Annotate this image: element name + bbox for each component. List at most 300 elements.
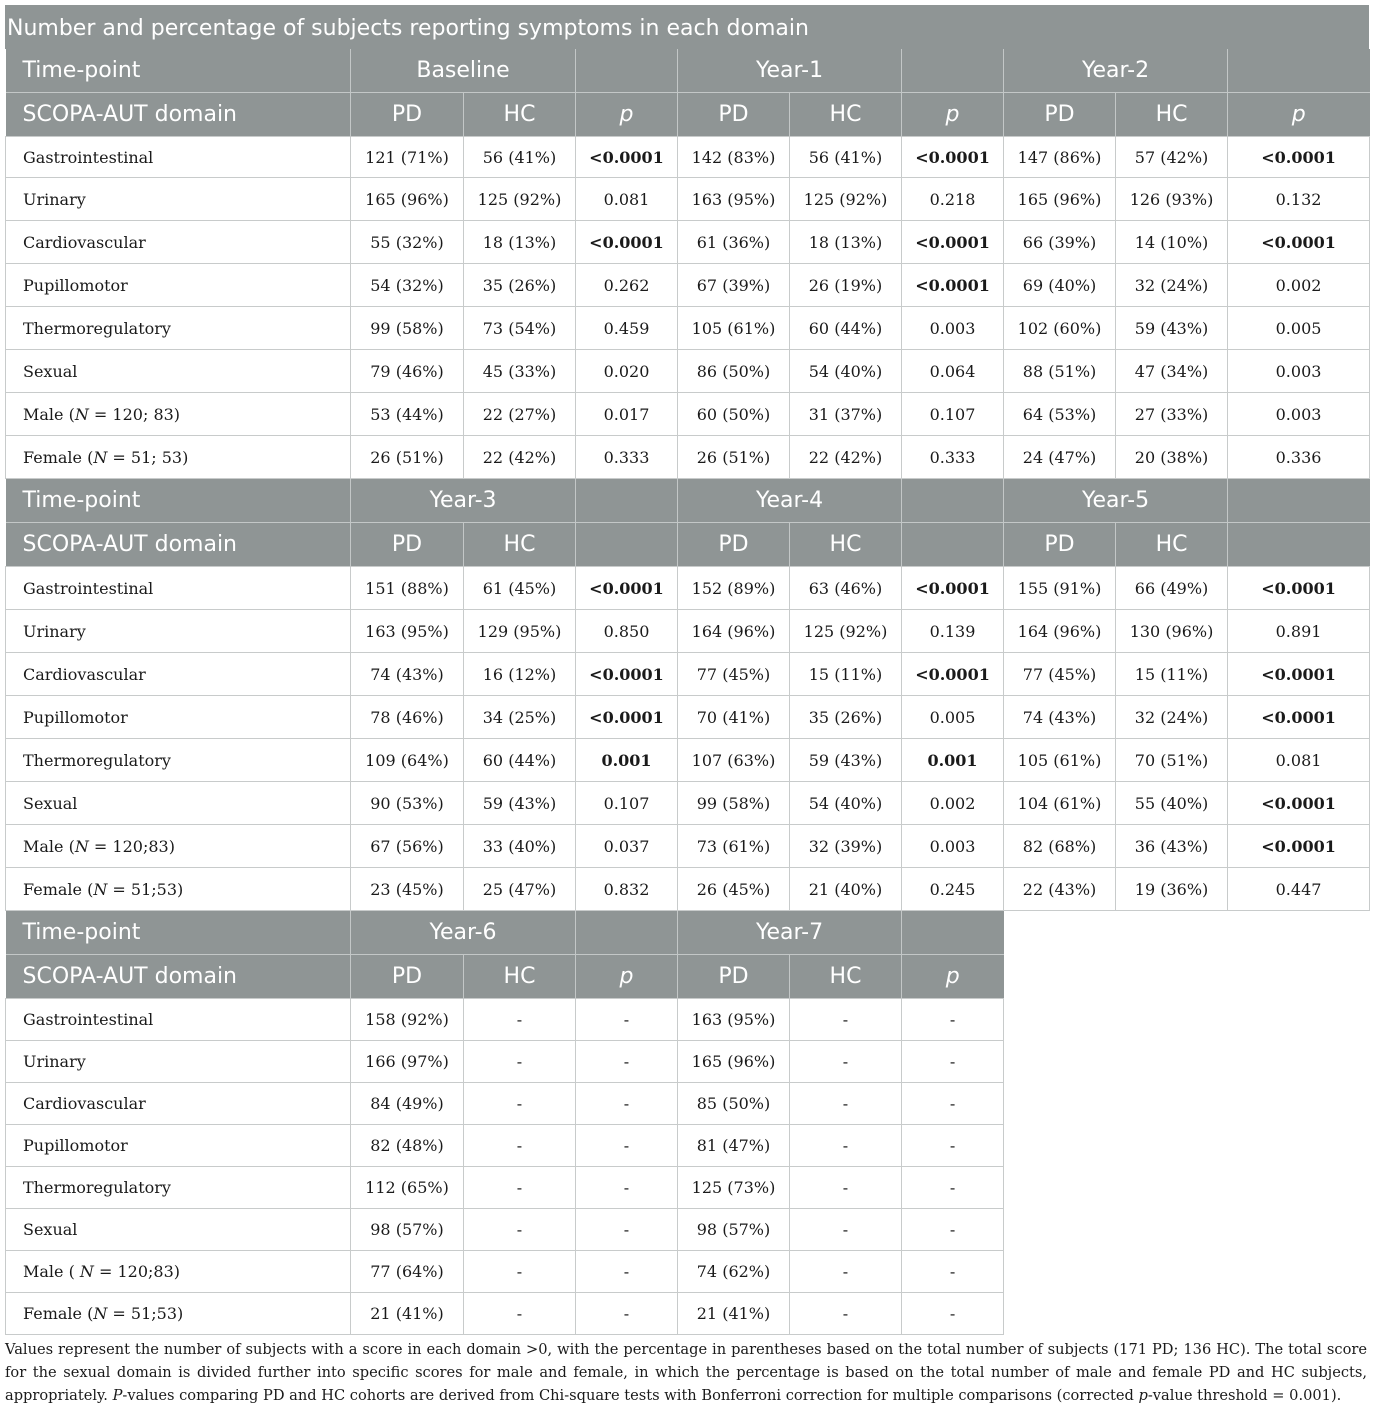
pd-cell: 98 (57%): [351, 1209, 464, 1251]
row-label: [6, 868, 351, 911]
pd-cell: 82 (68%): [1004, 825, 1116, 868]
timepoint-spacer: [1228, 49, 1370, 93]
row-label-n: N: [74, 404, 89, 424]
hc-cell: 32 (39%): [790, 825, 902, 868]
row-label: Urinary: [6, 178, 351, 221]
pd-cell: 64 (53%): [1004, 393, 1116, 436]
hc-cell: 32 (24%): [1116, 696, 1228, 739]
p-value-cell: <0.0001: [1228, 653, 1370, 696]
hc-cell: 22 (27%): [464, 393, 576, 436]
p-value-cell: 0.218: [902, 178, 1004, 221]
p-column-header: p: [1228, 93, 1370, 137]
pd-cell: 78 (46%): [351, 696, 464, 739]
hc-cell: 61 (45%): [464, 567, 576, 610]
p-value-cell: <0.0001: [902, 137, 1004, 178]
empty-cell: [1116, 1083, 1228, 1125]
empty-cell: [1004, 1125, 1116, 1167]
empty-cell: [1004, 1083, 1116, 1125]
pd-column-header: PD: [351, 523, 464, 567]
hc-cell: 130 (96%): [1116, 610, 1228, 653]
table-row: [6, 264, 1370, 307]
row-label-n: N: [93, 447, 108, 467]
hc-cell: 33 (40%): [464, 825, 576, 868]
row-label: Gastrointestinal: [6, 999, 351, 1041]
timepoint-spacer: [902, 479, 1004, 523]
data-table: [5, 49, 1370, 1335]
hc-cell: 59 (43%): [790, 739, 902, 782]
table-row: [6, 221, 1370, 264]
hc-cell: -: [790, 1293, 902, 1335]
empty-cell: [1004, 1167, 1116, 1209]
empty-cell: [1116, 1293, 1228, 1335]
p-value-cell: -: [902, 999, 1004, 1041]
pd-cell: 125 (73%): [678, 1167, 790, 1209]
hc-cell: 125 (92%): [790, 610, 902, 653]
timepoint-header-row: [6, 911, 1370, 955]
hc-cell: 31 (37%): [790, 393, 902, 436]
p-column-header: [902, 523, 1004, 567]
pd-cell: 53 (44%): [351, 393, 464, 436]
table-footnote: [5, 1338, 1367, 1407]
empty-cell: [1228, 911, 1370, 955]
hc-cell: 18 (13%): [790, 221, 902, 264]
empty-cell: [1004, 999, 1116, 1041]
hc-cell: 32 (24%): [1116, 264, 1228, 307]
empty-cell: [1116, 1041, 1228, 1083]
p-value-cell: 0.017: [576, 393, 678, 436]
pd-cell: 152 (89%): [678, 567, 790, 610]
p-value-cell: 0.001: [576, 739, 678, 782]
hc-cell: -: [464, 1125, 576, 1167]
row-label: Cardiovascular: [6, 221, 351, 264]
table-row: [6, 1041, 1370, 1083]
hc-cell: 22 (42%): [790, 436, 902, 479]
footnote-p-italic-2: p: [1138, 1387, 1148, 1404]
empty-cell: [1116, 1209, 1228, 1251]
table-body: [6, 49, 1370, 1335]
table-row: [6, 567, 1370, 610]
timepoint-heading: Year-2: [1004, 49, 1228, 93]
pd-cell: 165 (96%): [1004, 178, 1116, 221]
row-label-prefix: Male (: [23, 1262, 80, 1281]
row-label-prefix: Male (: [23, 404, 75, 424]
pd-cell: 85 (50%): [678, 1083, 790, 1125]
row-label-n: N: [93, 1304, 108, 1323]
hc-cell: 54 (40%): [790, 350, 902, 393]
p-value-cell: 0.081: [1228, 739, 1370, 782]
pd-cell: 102 (60%): [1004, 307, 1116, 350]
p-value-cell: 0.001: [902, 739, 1004, 782]
p-value-cell: -: [902, 1125, 1004, 1167]
row-label-suffix: = 120;83): [88, 836, 175, 856]
table-row: [6, 178, 1370, 221]
table-row: [6, 1251, 1370, 1293]
timepoint-header-row: [6, 479, 1370, 523]
pd-cell: 107 (63%): [678, 739, 790, 782]
hc-column-header: HC: [1116, 93, 1228, 137]
p-value-cell: -: [576, 999, 678, 1041]
row-label: Pupillomotor: [6, 264, 351, 307]
p-value-cell: <0.0001: [576, 137, 678, 178]
hc-cell: 59 (43%): [1116, 307, 1228, 350]
pd-cell: 99 (58%): [678, 782, 790, 825]
p-column-header: p: [576, 955, 678, 999]
hc-cell: 18 (13%): [464, 221, 576, 264]
hc-cell: -: [464, 1083, 576, 1125]
hc-cell: 125 (92%): [790, 178, 902, 221]
p-value-cell: 0.832: [576, 868, 678, 911]
row-label-n: N: [93, 879, 108, 899]
p-column-header: [1228, 523, 1370, 567]
p-value-cell: 0.003: [1228, 393, 1370, 436]
table-row: [6, 307, 1370, 350]
timepoint-spacer: [902, 911, 1004, 955]
row-label: [6, 1251, 351, 1293]
pd-cell: 105 (61%): [678, 307, 790, 350]
pd-cell: 163 (95%): [678, 999, 790, 1041]
p-value-cell: -: [576, 1125, 678, 1167]
p-value-cell: 0.245: [902, 868, 1004, 911]
pd-cell: 81 (47%): [678, 1125, 790, 1167]
pd-cell: 163 (95%): [351, 610, 464, 653]
row-label-prefix: Female (: [23, 1304, 94, 1323]
table-row: [6, 436, 1370, 479]
pd-cell: 61 (36%): [678, 221, 790, 264]
timepoint-heading: Year-5: [1004, 479, 1228, 523]
pd-cell: 26 (51%): [351, 436, 464, 479]
empty-cell: [1004, 911, 1116, 955]
p-value-cell: 0.447: [1228, 868, 1370, 911]
p-value-cell: <0.0001: [576, 696, 678, 739]
timepoint-spacer: [902, 49, 1004, 93]
empty-cell: [1228, 1083, 1370, 1125]
hc-column-header: HC: [464, 523, 576, 567]
pd-cell: 74 (62%): [678, 1251, 790, 1293]
empty-cell: [1228, 955, 1370, 999]
pd-cell: 55 (32%): [351, 221, 464, 264]
pd-cell: 77 (45%): [1004, 653, 1116, 696]
timepoint-label: Time-point: [6, 911, 351, 955]
timepoint-spacer: [1228, 479, 1370, 523]
empty-cell: [1116, 999, 1228, 1041]
hc-cell: -: [790, 1167, 902, 1209]
p-value-cell: 0.850: [576, 610, 678, 653]
empty-cell: [1228, 1209, 1370, 1251]
hc-cell: 45 (33%): [464, 350, 576, 393]
hc-cell: 47 (34%): [1116, 350, 1228, 393]
p-value-cell: <0.0001: [1228, 137, 1370, 178]
empty-cell: [1004, 1209, 1116, 1251]
pd-cell: 164 (96%): [678, 610, 790, 653]
hc-cell: 15 (11%): [1116, 653, 1228, 696]
pd-cell: 84 (49%): [351, 1083, 464, 1125]
empty-cell: [1004, 955, 1116, 999]
table-row: [6, 1125, 1370, 1167]
timepoint-header-row: [6, 49, 1370, 93]
p-value-cell: 0.020: [576, 350, 678, 393]
p-value-cell: <0.0001: [902, 264, 1004, 307]
hc-column-header: HC: [790, 523, 902, 567]
p-column-header: p: [576, 93, 678, 137]
footnote-text-3: -value threshold = 0.001).: [1147, 1387, 1342, 1404]
row-label-prefix: Male (: [23, 836, 75, 856]
hc-cell: 35 (26%): [464, 264, 576, 307]
p-value-cell: 0.003: [1228, 350, 1370, 393]
hc-column-header: HC: [464, 955, 576, 999]
pd-cell: 74 (43%): [351, 653, 464, 696]
hc-cell: -: [790, 999, 902, 1041]
pd-cell: 66 (39%): [1004, 221, 1116, 264]
hc-cell: -: [464, 999, 576, 1041]
pd-cell: 54 (32%): [351, 264, 464, 307]
hc-cell: 73 (54%): [464, 307, 576, 350]
domain-header-row: [6, 93, 1370, 137]
hc-cell: 125 (92%): [464, 178, 576, 221]
p-value-cell: <0.0001: [576, 653, 678, 696]
p-column-header: p: [902, 955, 1004, 999]
empty-cell: [1228, 1125, 1370, 1167]
pd-column-header: PD: [678, 523, 790, 567]
domain-label: SCOPA-AUT domain: [6, 955, 351, 999]
p-value-cell: -: [902, 1083, 1004, 1125]
p-column-header: p: [902, 93, 1004, 137]
hc-cell: -: [464, 1251, 576, 1293]
pd-cell: 24 (47%): [1004, 436, 1116, 479]
pd-cell: 73 (61%): [678, 825, 790, 868]
pd-cell: 165 (96%): [678, 1041, 790, 1083]
p-value-cell: 0.262: [576, 264, 678, 307]
row-label: Gastrointestinal: [6, 567, 351, 610]
hc-cell: 22 (42%): [464, 436, 576, 479]
row-label: Sexual: [6, 782, 351, 825]
table-row: [6, 137, 1370, 178]
hc-cell: 129 (95%): [464, 610, 576, 653]
pd-cell: 74 (43%): [1004, 696, 1116, 739]
timepoint-spacer: [576, 911, 678, 955]
hc-cell: 57 (42%): [1116, 137, 1228, 178]
p-value-cell: 0.336: [1228, 436, 1370, 479]
row-label: Urinary: [6, 1041, 351, 1083]
pd-column-header: PD: [678, 955, 790, 999]
hc-cell: 21 (40%): [790, 868, 902, 911]
row-label: Thermoregulatory: [6, 307, 351, 350]
empty-cell: [1116, 1125, 1228, 1167]
domain-label: SCOPA-AUT domain: [6, 93, 351, 137]
p-value-cell: <0.0001: [576, 567, 678, 610]
pd-cell: 112 (65%): [351, 1167, 464, 1209]
p-value-cell: -: [576, 1167, 678, 1209]
timepoint-heading: Year-6: [351, 911, 576, 955]
pd-cell: 104 (61%): [1004, 782, 1116, 825]
row-label-n: N: [79, 1262, 94, 1281]
timepoint-spacer: [576, 479, 678, 523]
domain-header-row: [6, 523, 1370, 567]
timepoint-heading: Year-4: [678, 479, 902, 523]
table-row: [6, 782, 1370, 825]
pd-column-header: PD: [678, 93, 790, 137]
timepoint-label: Time-point: [6, 49, 351, 93]
row-label: Sexual: [6, 1209, 351, 1251]
hc-cell: 55 (40%): [1116, 782, 1228, 825]
row-label: Pupillomotor: [6, 1125, 351, 1167]
row-label: [6, 436, 351, 479]
p-value-cell: 0.003: [902, 307, 1004, 350]
hc-cell: 70 (51%): [1116, 739, 1228, 782]
hc-cell: -: [464, 1209, 576, 1251]
pd-cell: 98 (57%): [678, 1209, 790, 1251]
hc-cell: -: [790, 1041, 902, 1083]
hc-cell: 63 (46%): [790, 567, 902, 610]
pd-cell: 164 (96%): [1004, 610, 1116, 653]
hc-cell: 15 (11%): [790, 653, 902, 696]
hc-cell: -: [464, 1293, 576, 1335]
pd-cell: 82 (48%): [351, 1125, 464, 1167]
pd-cell: 22 (43%): [1004, 868, 1116, 911]
timepoint-heading: Year-7: [678, 911, 902, 955]
p-value-cell: -: [576, 1209, 678, 1251]
timepoint-heading: Year-1: [678, 49, 902, 93]
hc-cell: 60 (44%): [464, 739, 576, 782]
empty-cell: [1116, 1251, 1228, 1293]
p-value-cell: -: [902, 1209, 1004, 1251]
row-label: [6, 1293, 351, 1335]
row-label-prefix: Female (: [23, 879, 94, 899]
pd-cell: 163 (95%): [678, 178, 790, 221]
row-label: Thermoregulatory: [6, 1167, 351, 1209]
table-row: [6, 1167, 1370, 1209]
hc-cell: 25 (47%): [464, 868, 576, 911]
hc-cell: 59 (43%): [464, 782, 576, 825]
pd-cell: 109 (64%): [351, 739, 464, 782]
pd-cell: 121 (71%): [351, 137, 464, 178]
p-value-cell: <0.0001: [1228, 696, 1370, 739]
table-row: [6, 393, 1370, 436]
pd-cell: 77 (64%): [351, 1251, 464, 1293]
row-label: Thermoregulatory: [6, 739, 351, 782]
hc-column-header: HC: [464, 93, 576, 137]
pd-column-header: PD: [351, 93, 464, 137]
row-label-suffix: = 120;83): [93, 1262, 181, 1281]
empty-cell: [1228, 1251, 1370, 1293]
row-label: Cardiovascular: [6, 1083, 351, 1125]
p-value-cell: 0.005: [1228, 307, 1370, 350]
pd-cell: 151 (88%): [351, 567, 464, 610]
p-value-cell: 0.333: [576, 436, 678, 479]
pd-cell: 88 (51%): [1004, 350, 1116, 393]
row-label-suffix: = 51;53): [107, 879, 184, 899]
empty-cell: [1116, 911, 1228, 955]
pd-column-header: PD: [1004, 523, 1116, 567]
pd-cell: 67 (56%): [351, 825, 464, 868]
pd-cell: 86 (50%): [678, 350, 790, 393]
p-value-cell: <0.0001: [576, 221, 678, 264]
hc-cell: -: [790, 1251, 902, 1293]
footnote-text-2: -values comparing PD and HC cohorts are derived from Chi-square tests with Bonferroni correction for multiple comparisons (corrected: [122, 1387, 1139, 1404]
hc-cell: 56 (41%): [790, 137, 902, 178]
pd-cell: 158 (92%): [351, 999, 464, 1041]
pd-cell: 23 (45%): [351, 868, 464, 911]
hc-cell: 26 (19%): [790, 264, 902, 307]
hc-cell: 60 (44%): [790, 307, 902, 350]
domain-header-row: [6, 955, 1370, 999]
hc-cell: 27 (33%): [1116, 393, 1228, 436]
table-row: [6, 1209, 1370, 1251]
pd-cell: 105 (61%): [1004, 739, 1116, 782]
hc-cell: 34 (25%): [464, 696, 576, 739]
hc-cell: 54 (40%): [790, 782, 902, 825]
table-row: [6, 999, 1370, 1041]
p-value-cell: -: [576, 1041, 678, 1083]
pd-column-header: PD: [1004, 93, 1116, 137]
p-value-cell: -: [902, 1251, 1004, 1293]
hc-column-header: HC: [790, 93, 902, 137]
pd-cell: 70 (41%): [678, 696, 790, 739]
table-row: [6, 868, 1370, 911]
empty-cell: [1228, 1041, 1370, 1083]
hc-cell: 14 (10%): [1116, 221, 1228, 264]
p-value-cell: <0.0001: [902, 567, 1004, 610]
empty-cell: [1004, 1293, 1116, 1335]
row-label: Pupillomotor: [6, 696, 351, 739]
row-label-suffix: = 51; 53): [107, 447, 189, 467]
pd-cell: 26 (51%): [678, 436, 790, 479]
timepoint-heading: Year-3: [351, 479, 576, 523]
hc-cell: 20 (38%): [1116, 436, 1228, 479]
hc-cell: -: [790, 1209, 902, 1251]
pd-cell: 90 (53%): [351, 782, 464, 825]
empty-cell: [1228, 1293, 1370, 1335]
table-row: [6, 739, 1370, 782]
hc-column-header: HC: [790, 955, 902, 999]
table-row: [6, 350, 1370, 393]
row-label-n: N: [74, 836, 89, 856]
pd-cell: 77 (45%): [678, 653, 790, 696]
timepoint-spacer: [576, 49, 678, 93]
hc-cell: 35 (26%): [790, 696, 902, 739]
footnote-p-italic: P: [112, 1387, 123, 1404]
pd-column-header: PD: [351, 955, 464, 999]
empty-cell: [1116, 955, 1228, 999]
hc-cell: 16 (12%): [464, 653, 576, 696]
pd-cell: 99 (58%): [351, 307, 464, 350]
pd-cell: 26 (45%): [678, 868, 790, 911]
table-row: [6, 1293, 1370, 1335]
hc-cell: -: [464, 1041, 576, 1083]
p-value-cell: <0.0001: [902, 653, 1004, 696]
pd-cell: 67 (39%): [678, 264, 790, 307]
hc-cell: 66 (49%): [1116, 567, 1228, 610]
hc-cell: 19 (36%): [1116, 868, 1228, 911]
table-row: [6, 610, 1370, 653]
p-value-cell: 0.002: [902, 782, 1004, 825]
empty-cell: [1228, 1167, 1370, 1209]
row-label-suffix: = 51;53): [107, 1304, 184, 1323]
table-row: [6, 825, 1370, 868]
row-label: Cardiovascular: [6, 653, 351, 696]
row-label-suffix: = 120; 83): [88, 404, 181, 424]
empty-cell: [1004, 1251, 1116, 1293]
p-value-cell: 0.459: [576, 307, 678, 350]
pd-cell: 21 (41%): [351, 1293, 464, 1335]
row-label: Gastrointestinal: [6, 137, 351, 178]
table-row: [6, 1083, 1370, 1125]
table-caption: Number and percentage of subjects reporting symptoms in each domain: [5, 5, 1369, 49]
pd-cell: 155 (91%): [1004, 567, 1116, 610]
p-value-cell: -: [902, 1293, 1004, 1335]
p-value-cell: 0.891: [1228, 610, 1370, 653]
p-value-cell: 0.139: [902, 610, 1004, 653]
p-value-cell: 0.064: [902, 350, 1004, 393]
